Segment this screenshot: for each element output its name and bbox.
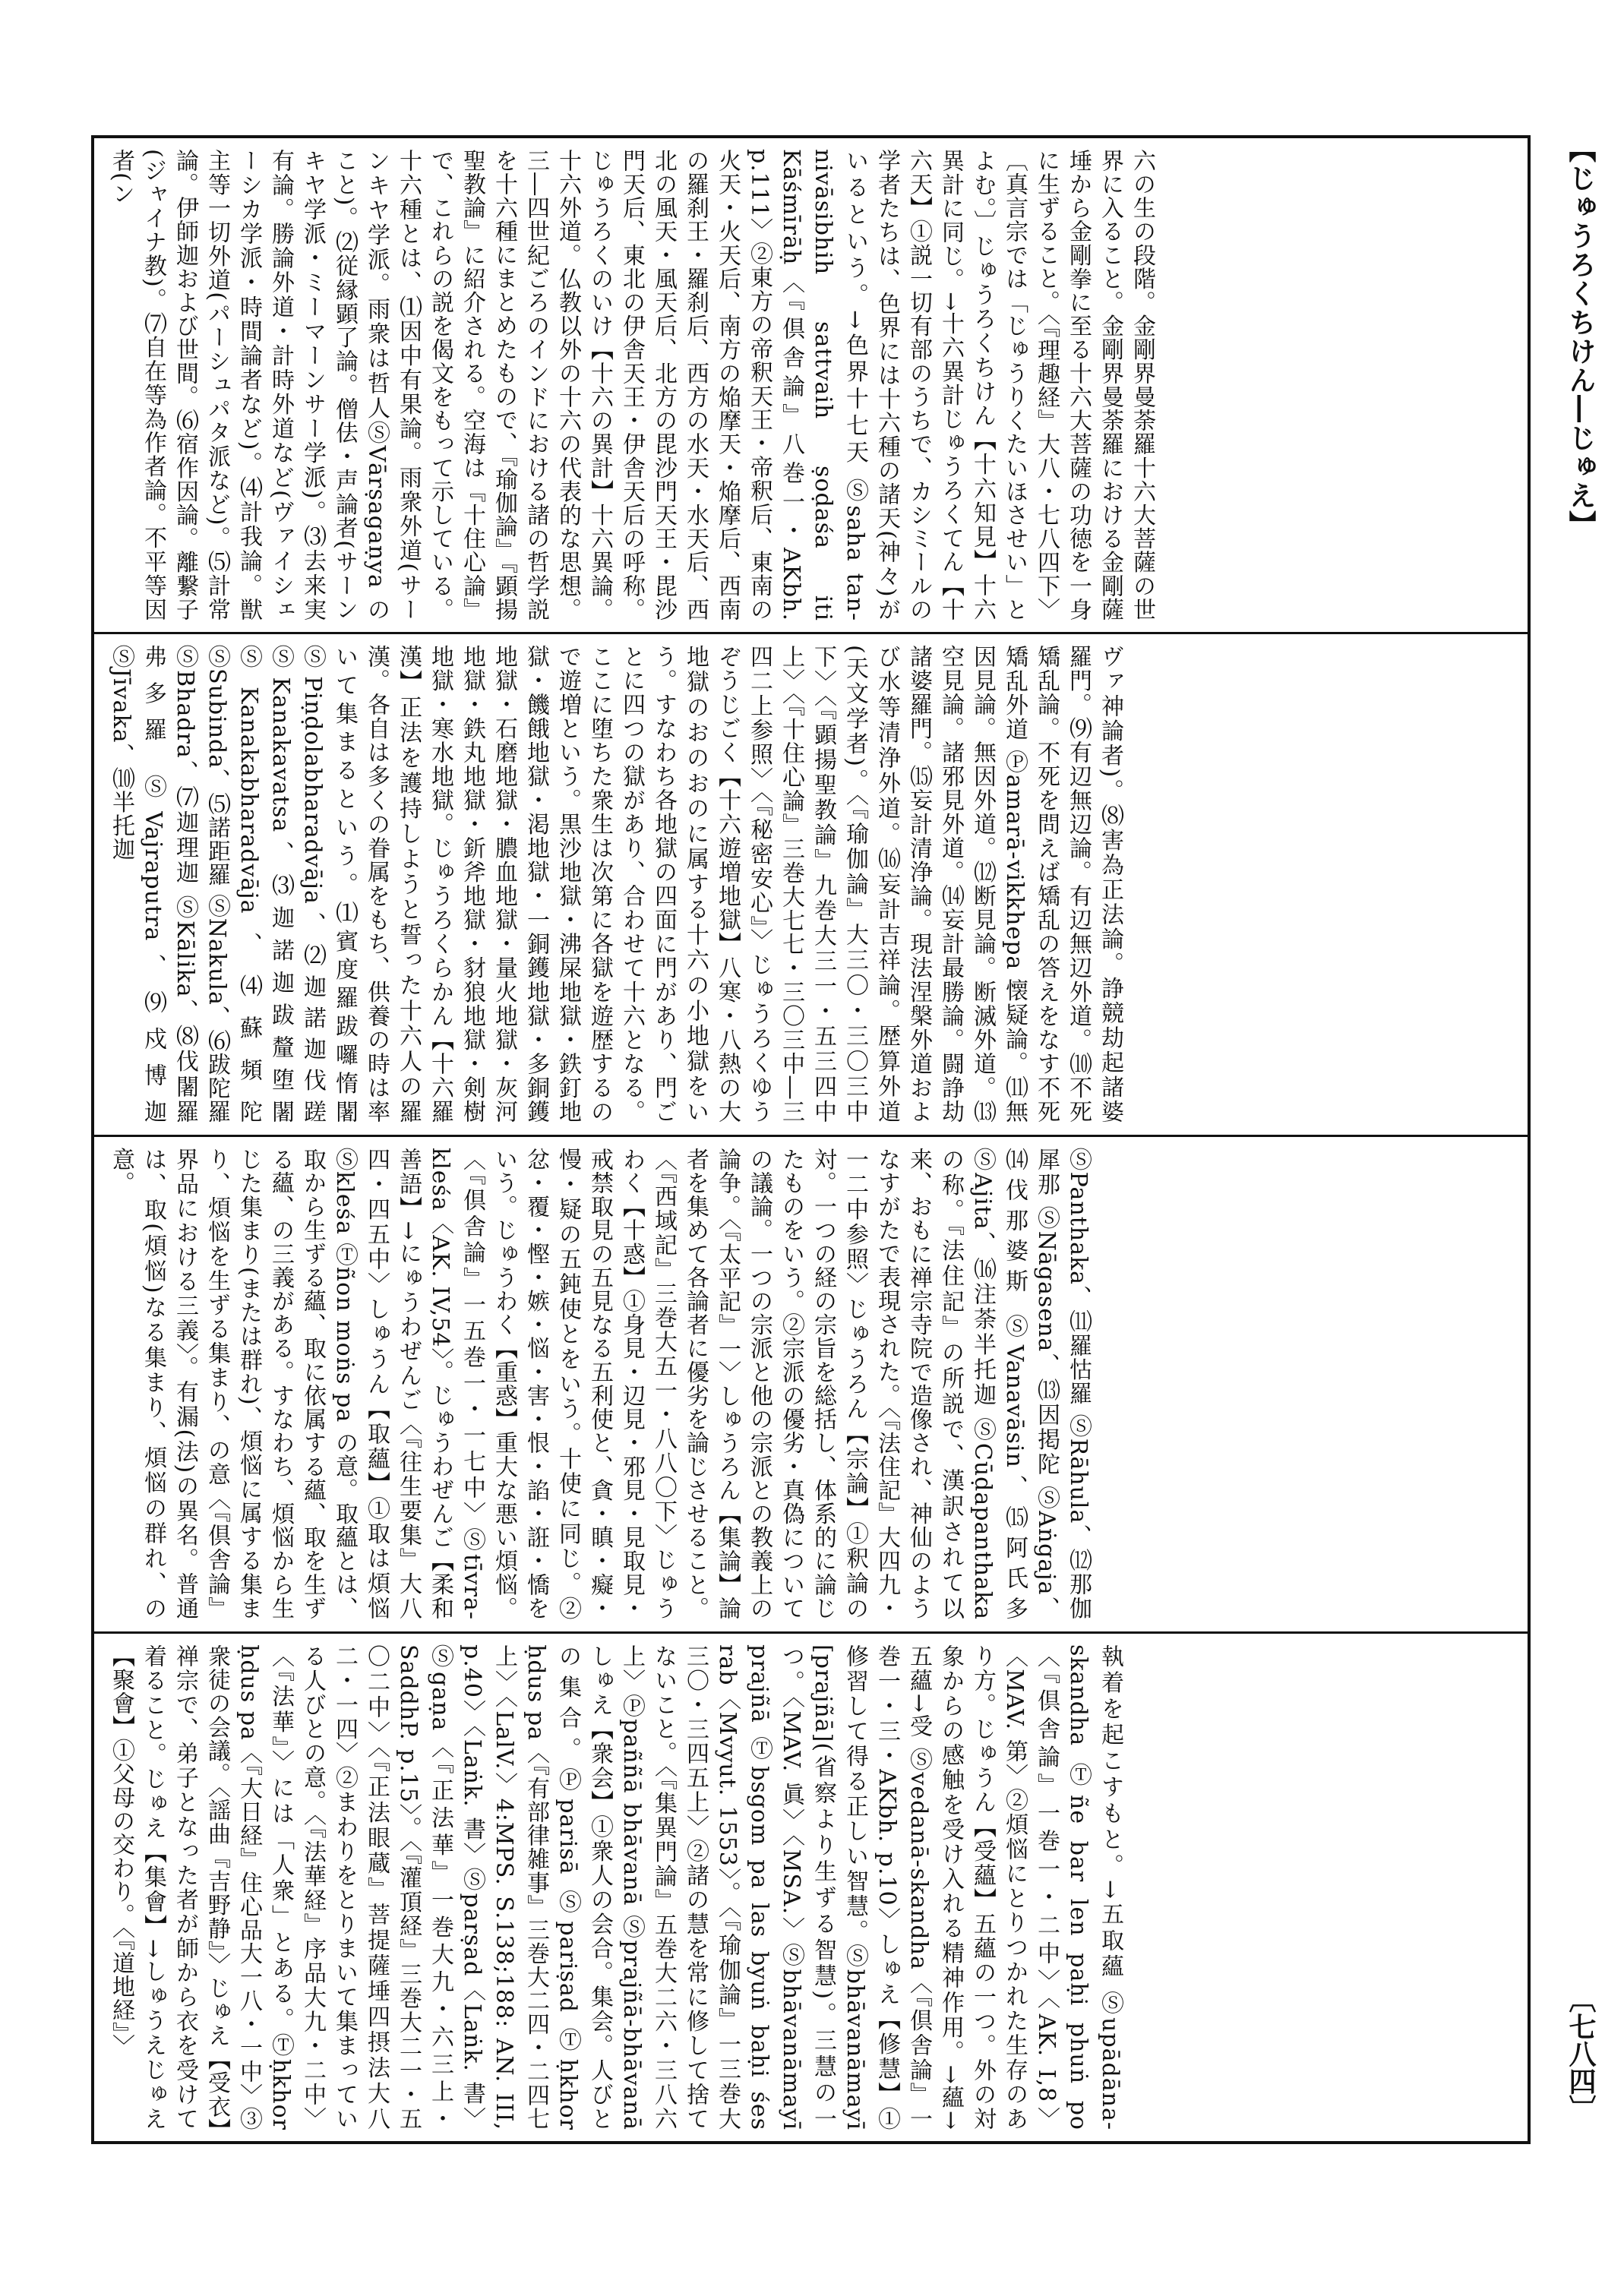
tier-divider: [94, 1135, 1528, 1137]
tier-3-text: ⓈPanthaka、⑾羅怙羅 ⓈRāhula、⑿那伽犀那 ⓈNāgasena、⒀因掲陀 ⓈAṅgaja、⒁伐那婆斯 ⓈVanavāsin、⒂阿氏多 ⓈAjita、⒃注荼半托迦 ⓈCūḍapanthaka の称。『法住記』の所説で、漢訳されて以来、おもに禅宗寺院で造像され、神仙のようなすがたで表現された。〈『法住記』大四九・一二中参照〉じゅうろん【宗論】①釈論の対。一つの経の宗旨を総括し、体系的に論じたものをいう。②宗派の優劣・真偽についての議論。一つの宗派と他の宗派との教義上の論争。〈『太平記』一〉しゅうろん【集論】論者を集めて各論者に優劣を論じさせること。〈『西域記』三巻大五一・八八〇下〉じゅうわく【十惑】①身見・辺見・邪見・見取見・戒禁取見の五見なる五利使と、貪・瞋・癡・慢・疑の五鈍使とをいう。十使に同じ。②忿・覆・慳・嫉・悩・害・恨・諂・誑・憍をいう。じゅうわく【重惑】重大な悪い煩悩。〈『倶舎論』一五巻一・一七中〉Ⓢtīvra-kleśa〈AK. IV,54〉。じゅうわぜんご【柔和善語】→にゅうわぜんご〈『往生要集』大八四・四五中〉しゅうん【取蘊】①取は煩悩 Ⓢkleśa Ⓣñon moṅs pa の意。取蘊とは、取から生ずる蘊、取に依属する蘊、取を生ずる蘊、の三義がある。すなわち、煩悩から生じた集まり(または群れ)、煩悩に属する集まり、煩悩を生ずる集まり、の意〈『倶舎論』界品における三義〉。有漏(法)の異名。普通は、取(煩悩)なる集まり、煩悩の群れ、の意。: [108, 1148, 1092, 1620]
tier-divider: [94, 1631, 1528, 1634]
tier-1: [105, 149, 1517, 621]
tier-3: [105, 1148, 1517, 1620]
page-frame: [91, 135, 1531, 2144]
tier-2: [105, 645, 1517, 1123]
tier-4: [105, 1644, 1517, 2130]
tier-1-text: 六の生の段階。金剛界曼荼羅十六大菩薩の世界に入ること。金剛界曼荼羅における金剛薩埵から金剛拳に至る十六大菩薩の功徳を一身に生ずること。〈『理趣経』大八・七八四下〉〔真言宗では「じゅうりくたいほさせい」とよむ。〕じゅうろくちけん【十六知見】十六異計に同じ。→十六異計じゅうろくてん【十六天】①説一切有部のうちで、カシミールの学者たちは、色界には十六種の諸天(神々)がいるという。→色界十七天 Ⓢsaha tan-nivāsibhih sattvaih ṣoḍaśa iti Kāśmīrāḥ〈『倶舎論』八巻一・AKbh. p.111〉②東方の帝釈天王・帝釈后、東南の火天・火天后、南方の焔摩天・焔摩后、西南の羅刹王・羅刹后、西方の水天・水天后、西北の風天・風天后、北方の毘沙門天王・毘沙門天后、東北の伊舎天王・伊舎天后の呼称。じゅうろくのいけ【十六の異計】十六異論。十六外道。仏教以外の十六の代表的な思想。三―四世紀ごろのインドにおける諸の哲学説を十六種にまとめたもので、『瑜伽論』『顕揚聖教論』に紹介される。空海は『十住心論』で、これらの説を偈文をもって示している。十六種とは、⑴因中有果論。雨衆外道(サーンキヤ学派。雨衆は哲人ⓈVārṣagaṇya のこと)。⑵従縁顕了論。僧佉・声論者(サーンキヤ学派・ミーマーンサー学派)。⑶去来実有論。勝論外道・計時外道など(ヴァイシェーシカ学派・時間論者など)。⑷計我論。獣主等一切外道(パーシュパタ派など)。⑸計常論。伊師迦および世間。⑹宿作因論。離繋子(ジャイナ教)。⑺自在等為作者論。不平等因者(ン: [108, 149, 1155, 621]
running-head: 【じゅうろくちけん―じゅえ】: [1565, 135, 1596, 539]
tier-divider: [94, 632, 1528, 634]
page-number: 〔七八四〕: [1565, 1985, 1596, 2122]
tier-2-text: ヴァ神論者)。⑻害為正法論。諍競劫起諸婆羅門。⑼有辺無辺論。有辺無辺外道。⑽不死矯乱論。不死を問えば矯乱の答えをなす不死矯乱外道 Ⓟamarā-vikkhepa 懐疑論。⑾無因見論。無因外道。⑿断見論。断滅外道。⒀空見論。諸邪見外道。⒁妄計最勝論。闘諍劫諸婆羅門。⒂妄計清浄論。現法涅槃外道および水等清浄外道。⒃妄計吉祥論。歴算外道(天文学者)。〈『瑜伽論』大三〇・三〇三中下〉〈『顕揚聖教論』九巻大三一・五三四中上〉〈『十住心論』三巻大七七・三〇三中―三四二上参照〉〈『秘密安心』〉じゅうろくゆうぞうじごく【十六遊増地獄】八寒・八熱の大地獄のおのおのに属する十六の小地獄をいう。すなわち各地獄の四面に門があり、門ごとに四つの獄があり、合わせて十六となる。ここに堕ちた衆生は次第に各獄を遊歴するので遊増という。黒沙地獄・沸屎地獄・鉄釘地獄・饑餓地獄・渇地獄・一銅鑊地獄・多銅鑊地獄・石磨地獄・膿血地獄・量火地獄・灰河地獄・鉄丸地獄・釿斧地獄・豺狼地獄・剣樹地獄・寒水地獄。じゅうろくらかん【十六羅漢】正法を護持しようと誓った十六人の羅漢。各自は多くの眷属をもち、供養の時は率いて集まるという。⑴賓度羅跋囉惰闍 ⓈPiṇḍolabharadvāja、⑵迦諾迦伐蹉 ⓈKanakavatsa、⑶迦諾迦跋釐堕闍 ⓈKanakabharadvāja、⑷蘇頻陀 ⓈSubinda、⑸諾距羅 ⓈNakula、⑹跋陀羅 ⓈBhadra、⑺迦理迦 ⓈKālika、⑻伐闍羅弗多羅 ⓈVajraputra、⑼戍博迦 ⓈJīvaka、⑽半托迦: [108, 645, 1123, 1123]
tier-4-text: 執着を起こすもと。→五取蘊 Ⓢupādāna-skandha Ⓣñe bar len paḥi phuṅ po〈『倶舎論』一巻一・二中〉〈AK. I,8〉〈MAV. 第〉②煩悩にとりつかれた生存のあり方。じゅうん【受蘊】五蘊の一つ。外の対象からの感触を受け入れる精神作用。→蘊→五蘊→受 Ⓢvedanā-skandha〈『倶舎論』一巻一・三・AKbh. p.10〉しゅえ【修慧】①修習して得る正しい智慧。Ⓢbhāvanāmayī [prajñā](省察より生ずる智慧)。三慧の一つ。〈MAV. 眞〉〈MSA.〉Ⓢbhāvanāmayī prajñā Ⓣbsgom pa las byuṅ baḥi śes rab〈Mvyut. 1553〉。〈『瑜伽論』一三巻大三〇・三四五上〉②諸の慧を常に修して捨てないこと。〈『集異門論』五巻大二六・三八六上〉Ⓟpaññā bhāvanā Ⓢprajñā-bhāvanā しゅえ【衆会】①衆人の会合。集会。人びとの集合。Ⓟparisā Ⓢpariṣad Ⓣḥkhor ḥdus pa〈『有部律雑事』三巻大二四・二四七上〉〈LalV.〉4:MPS. S.138;188: AN. III, p.40〉〈Laṅk. 書〉Ⓢparṣad〈Laṅk. 書〉Ⓢgaṇa〈『正法華』一巻大九・六三上・SaddhP. p.15〉。〈『灌頂経』三巻大二一・五〇二中〉〈『正法眼蔵』菩提薩埵四摂法大八二・一四〉②まわりをとりまいて集まっている人びとの意。〈『法華経』序品大九・二中〉〈『法華』〉には「人衆」とある。Ⓣḥkhor ḥdus pa〈『大日経』住心品大一八・一中〉③衆徒の会議。〈謡曲『吉野静』〉じゅえ【受衣】禅宗で、弟子となった者が師から衣を受けて着ること。じゅえ【集會】→しゅうえじゅえ【聚會】①父母の交わり。〈『道地経』〉: [108, 1644, 1123, 2130]
